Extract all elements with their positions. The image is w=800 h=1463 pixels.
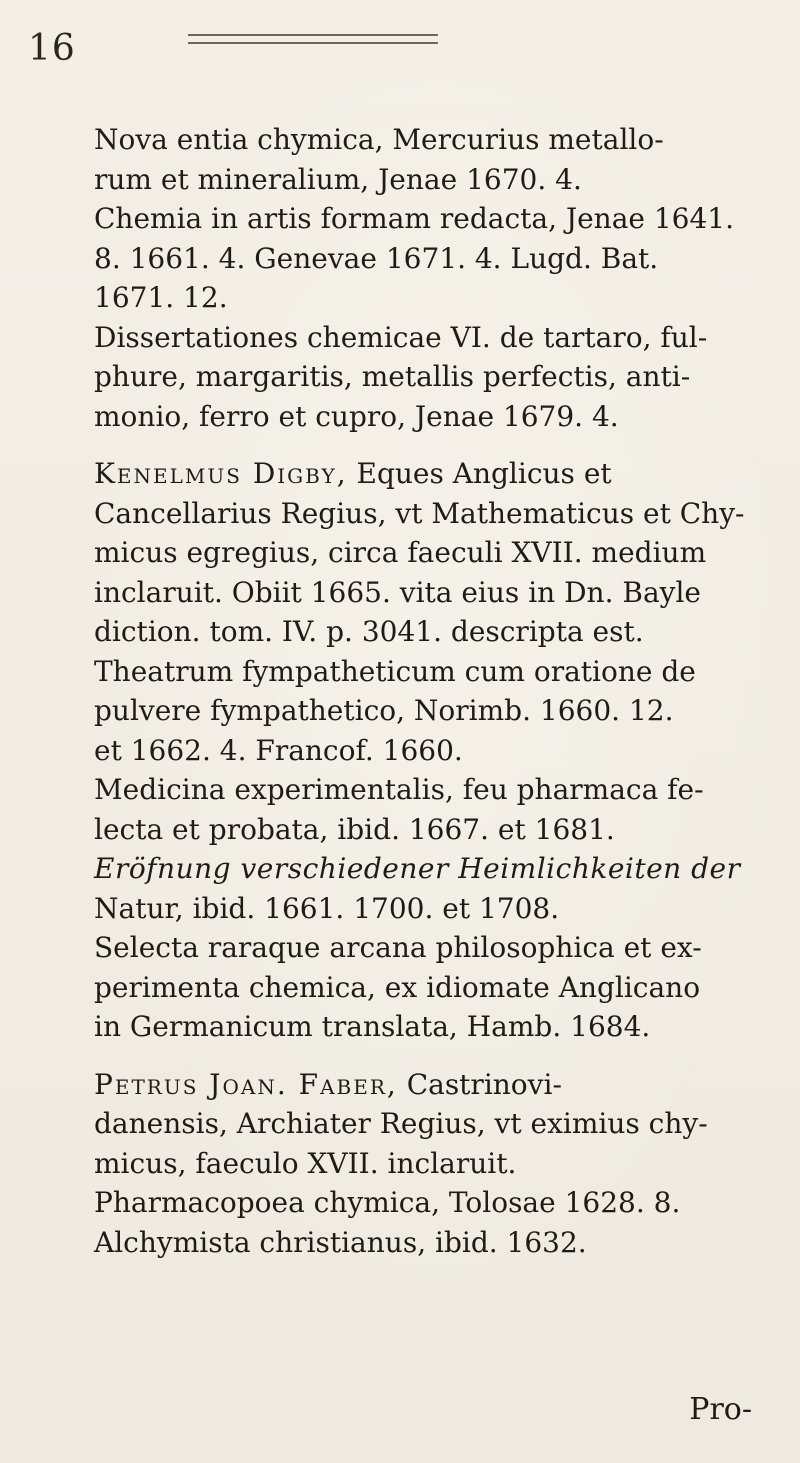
text-line: Pharmacopoea chymica, Tolosae 1628. 8. <box>94 1186 681 1219</box>
text-line: diction. tom. IV. p. 3041. descripta est. <box>94 615 644 648</box>
text-line: Theatrum fympatheticum cum oratione de <box>94 654 696 688</box>
text-line: monio, ferro et cupro, Jenae 1679. 4. <box>94 399 619 433</box>
header-rule-line <box>188 34 438 36</box>
bibliography-entry <box>56 199 756 318</box>
bibliography-entry <box>56 652 756 771</box>
text-line: Eröfnung verschiedener Heimlichkeiten der <box>94 852 741 885</box>
text-line: inclaruit. Obiit 1665. vita eius in Dn. Bayle <box>94 575 701 609</box>
text-line <box>56 1065 756 1105</box>
bibliography-entry <box>56 1183 756 1262</box>
text-line <box>56 454 756 494</box>
bibliography-entry <box>56 849 756 928</box>
author-name: Kenelmus Digby, <box>94 457 348 490</box>
text-line: danensis, Archiater Regius, vt eximius chy- <box>94 1107 708 1140</box>
text-line: micus, faeculo XVII. inclaruit. <box>94 1146 517 1180</box>
bibliography-entry <box>56 318 756 437</box>
text-line: Medicina experimentalis, feu pharmaca fe- <box>94 773 704 806</box>
text-line: in Germanicum translata, Hamb. 1684. <box>94 1010 651 1043</box>
text-line: 8. 1661. 4. Genevae 1671. 4. Lugd. Bat. <box>94 241 659 275</box>
text-line: rum et mineralium, Jenae 1670. 4. <box>94 162 582 196</box>
page-header <box>28 22 768 82</box>
author-name: Petrus Joan. Faber, <box>94 1067 398 1101</box>
author-description: Castrinovi- <box>397 1067 562 1101</box>
text-line: Cancellarius Regius, vt Mathematicus et Chy- <box>94 496 745 530</box>
bibliography-entry <box>56 770 756 849</box>
text-line: Selecta raraque arcana philosophica et ex- <box>94 931 702 964</box>
text-line: perimenta chemica, ex idiomate Anglicano <box>94 970 701 1004</box>
text-line: Dissertationes chemicae VI. de tartaro, ful- <box>94 320 708 354</box>
bibliography-entry <box>56 928 756 1047</box>
text-body <box>56 120 756 1262</box>
text-line: phure, margaritis, metallis perfectis, anti- <box>94 360 691 393</box>
page-number: 16 <box>28 28 76 69</box>
bibliography-entry <box>56 120 756 199</box>
author-entry <box>56 1065 756 1184</box>
text-line: pulvere fympathetico, Norimb. 1660. 12. <box>94 694 674 727</box>
text-line: lecta et probata, ibid. 1667. et 1681. <box>94 812 615 846</box>
author-description: Eques Anglicus et <box>347 457 612 490</box>
text-line: Natur, ibid. 1661. 1700. et 1708. <box>94 891 560 925</box>
text-line: 1671. 12. <box>94 281 228 314</box>
text-line: micus egregius, circa faeculi XVII. medium <box>94 536 707 569</box>
header-rule <box>188 34 438 50</box>
text-line: et 1662. 4. Francof. 1660. <box>94 733 463 767</box>
text-line: Chemia in artis formam redacta, Jenae 1641. <box>94 202 735 235</box>
catchword: Pro- <box>689 1392 752 1427</box>
text-line: Nova entia chymica, Mercurius metallo- <box>94 123 664 156</box>
text-line: Alchymista christianus, ibid. 1632. <box>94 1225 587 1259</box>
header-rule-line <box>188 42 438 44</box>
author-entry <box>56 454 756 652</box>
